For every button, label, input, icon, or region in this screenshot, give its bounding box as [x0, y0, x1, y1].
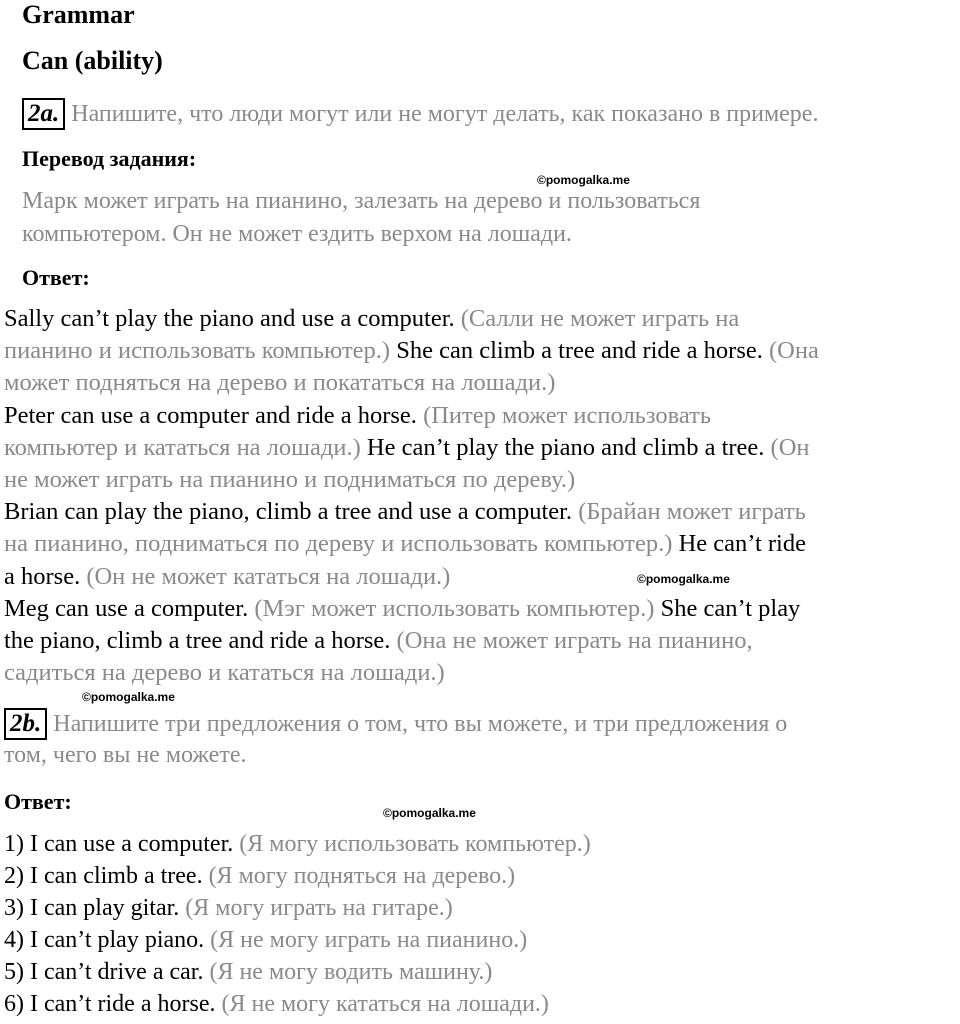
answer-line: [4, 563, 450, 591]
translation-line-1: Марк может играть на пианино, залезать на дерево и пользоваться: [22, 188, 701, 214]
answer-text: 6) I can’t ride a horse.: [4, 991, 222, 1017]
answer-item: [4, 927, 527, 954]
translation-text: (Я не могу водить машину.): [209, 959, 493, 985]
watermark: ©pomogalka.me: [82, 690, 175, 704]
translation-text: на пианино, подниматься по дереву и использовать компьютер.): [4, 530, 679, 558]
answer-text: She can’t play: [660, 594, 801, 622]
exercise-2b-text-2: том, чего вы не можете.: [4, 742, 247, 768]
translation-text: не может играть на пианино и подниматься по дереву.): [4, 466, 576, 493]
answer-line: [4, 434, 810, 462]
translation-text: (Я могу подняться на дерево.): [208, 863, 516, 889]
translation-text: (Она не может играть на пианино,: [396, 627, 753, 654]
page-title: Grammar: [22, 0, 135, 29]
translation-text: (Я не могу играть на пианино.): [210, 927, 528, 953]
answer-line: [4, 466, 575, 494]
exercise-2a-text: Напишите, что люди могут или не могут делать, как показано в примере.: [71, 101, 819, 127]
translation-label: Перевод задания:: [22, 146, 197, 171]
exercise-2a-task: [22, 98, 818, 130]
translation-text: (Салли не может играть на: [460, 305, 740, 332]
translation-text: (Я могу использовать компьютер.): [239, 831, 591, 857]
translation-text: (Она: [769, 337, 819, 365]
answer-text: 1) I can use a computer.: [4, 831, 240, 857]
answer-text: Meg can use a computer.: [4, 594, 255, 622]
exercise-2b-number: 2b.: [4, 708, 47, 740]
answer-text: a horse.: [4, 562, 87, 590]
answer-line: [4, 305, 739, 333]
answer-line: [4, 369, 555, 397]
translation-line-2: компьютером. Он не может ездить верхом на лошади.: [22, 221, 572, 247]
section-title: Can (ability): [22, 46, 163, 75]
answer-item: [4, 959, 492, 986]
answer-text: Sally can’t play the piano and use a computer.: [4, 305, 461, 332]
answer-item: [4, 863, 515, 890]
watermark: ©pomogalka.me: [537, 173, 630, 187]
answer-line: [4, 627, 753, 655]
answer-text: 4) I can’t play piano.: [4, 927, 211, 953]
answer-text: 3) I can play gitar.: [4, 895, 186, 921]
watermark: ©pomogalka.me: [637, 572, 730, 586]
answer-line: [4, 498, 806, 526]
answer-line: [4, 402, 711, 430]
translation-text: компьютер и кататься на лошади.): [4, 433, 367, 461]
translation-text: может подняться на дерево и покататься на лошади.): [4, 369, 556, 397]
watermark: ©pomogalka.me: [383, 806, 476, 820]
answer-line: [4, 595, 800, 623]
exercise-2b-text-1: Напишите три предложения о том, что вы можете, и три предложения о: [53, 711, 788, 737]
answer-text: Peter can use a computer and ride a horse.: [4, 401, 424, 429]
translation-text: (Питер может использовать: [423, 401, 712, 429]
translation-text: пианино и использовать компьютер.): [4, 337, 397, 365]
answer-item: [4, 991, 549, 1018]
translation-text: (Мэг может использовать компьютер.): [254, 594, 661, 622]
translation-text: (Он: [770, 433, 810, 461]
exercise-2a-number: 2a.: [22, 98, 65, 130]
answer-label-2a: Ответ:: [22, 265, 90, 290]
translation-text: (Брайан может играть: [578, 498, 806, 526]
answer-text: Brian can play the piano, climb a tree and use a computer.: [4, 498, 579, 526]
answer-item: [4, 831, 591, 858]
answer-label-2b: Ответ:: [4, 789, 72, 814]
answer-text: 2) I can climb a tree.: [4, 863, 209, 889]
answer-text: He can’t play the piano and climb a tree.: [366, 433, 771, 461]
exercise-2b-task: [4, 708, 787, 740]
answer-text: He can’t ride: [678, 530, 806, 558]
answer-text: She can climb a tree and ride a horse.: [396, 337, 769, 365]
answer-line: [4, 659, 445, 687]
answer-text: 5) I can’t drive a car.: [4, 959, 210, 985]
translation-text: садиться на дерево и кататься на лошади.): [4, 659, 445, 687]
answer-line: [4, 337, 819, 365]
answer-text: the piano, climb a tree and ride a horse.: [4, 627, 397, 654]
translation-text: (Я не могу кататься на лошади.): [221, 991, 549, 1017]
answer-item: [4, 895, 453, 922]
answer-line: [4, 530, 806, 558]
translation-text: (Я могу играть на гитаре.): [185, 895, 453, 921]
translation-text: (Он не может кататься на лошади.): [86, 562, 451, 590]
